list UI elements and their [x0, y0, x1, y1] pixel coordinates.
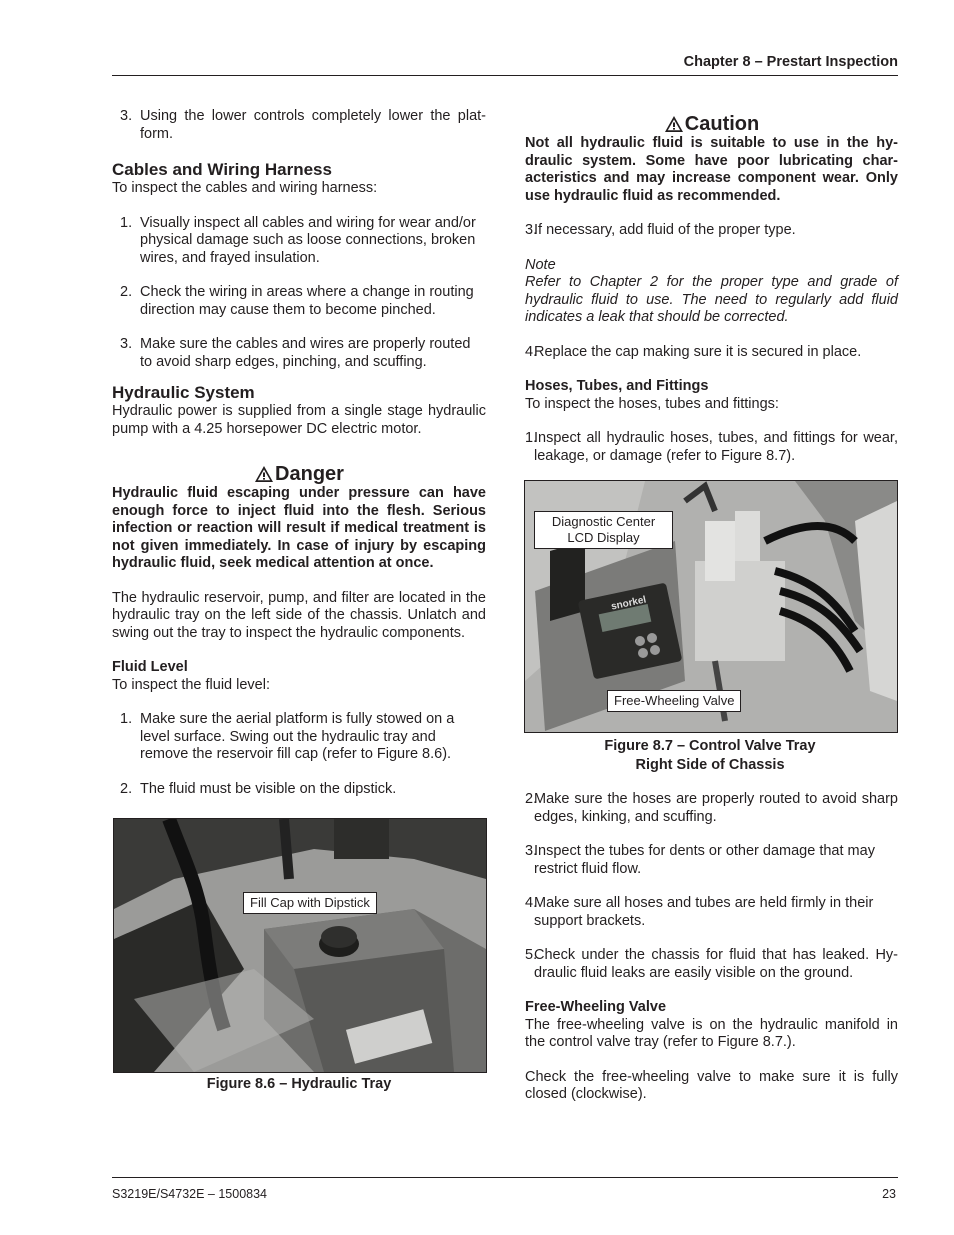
subsection-title-hoses: Hoses, Tubes, and Fittings [525, 378, 709, 394]
page-number: 23 [882, 1187, 896, 1201]
caution-body: Not all hydraulic fluid is suitable to use in the hy-draulic system. Some have poor lubricating char-acteristics and may increase component wear. Only use hydraulic fluid as recommended. [525, 135, 898, 204]
list-item: 4. Replace the cap making sure it is secured in place. [525, 343, 862, 360]
list-item: 3. If necessary, add fluid of the proper type. [525, 222, 796, 238]
subsection-title-free-wheeling: Free-Wheeling Valve [525, 999, 667, 1015]
right-column-lower [525, 791, 898, 1104]
list-item: 5. Check under the chassis for fluid that has leaked. Hy-draulic fluid leaks are easily visible on the ground. [525, 947, 898, 981]
list-item: 2. Check the wiring in areas where a change in routing direction may cause them to become pinched. [120, 284, 474, 318]
section-title-hydraulic: Hydraulic System [112, 383, 255, 402]
list-item: 1. Inspect all hydraulic hoses, tubes, and fittings for wear, leakage, or damage (refer to Figure 8.7). [525, 430, 898, 464]
danger-heading: Danger [112, 463, 486, 485]
list-item: 2. Make sure the hoses are properly routed to avoid sharp edges, kinking, and scuffing. [525, 791, 898, 825]
section-title-cables: Cables and Wiring Harness [112, 160, 332, 179]
callout-fill-cap: Fill Cap with Dipstick [243, 892, 377, 914]
header-rule [112, 75, 898, 76]
note-text: Refer to Chapter 2 for the proper type and grade of hydraulic fluid to use. The need to regularly add fluid indicates a leak that should be corrected. [525, 274, 898, 325]
figure-8-7-caption-line1: Figure 8.7 – Control Valve Tray [604, 738, 816, 754]
figure-8-7-caption-line2: Right Side of Chassis [635, 757, 785, 773]
warning-triangle-icon [254, 465, 274, 483]
left-column [112, 108, 486, 798]
reservoir-text: The hydraulic reservoir, pump, and filter are located in the hydraulic tray on the left side of the chassis. Unlatch and swing out the tray to inspect the hydraulic components. [112, 589, 486, 641]
document-number: S3219E/S4732E – 1500834 [112, 1187, 267, 1201]
list-item: 1. Visually inspect all cables and wiring for wear and/or physical damage such as loose connections, broken wires, and frayed insulation. [120, 214, 476, 266]
freewheel-p1: The free-wheeling valve is on the hydraulic manifold in the control valve tray (refer to Figure 8.7.). [525, 1016, 898, 1050]
list-item: 3. Make sure the cables and wires are properly routed to avoid sharp edges, pinching, and scuffing. [120, 336, 471, 370]
figure-hydraulic-tray-photo [113, 818, 487, 1073]
cables-intro: To inspect the cables and wiring harness: [112, 180, 378, 196]
caution-heading: Caution [525, 113, 898, 135]
footer-rule [112, 1177, 898, 1178]
snorkel-brand-label: snorkel [610, 594, 648, 613]
hydraulic-intro: Hydraulic power is supplied from a single stage hydraulic pump with a 4.25 horsepower DC electric motor. [112, 403, 486, 437]
freewheel-p2: Check the free-wheeling valve to make sure it is fully closed (clockwise). [525, 1068, 898, 1102]
note-label: Note [525, 256, 556, 273]
fluid-intro: To inspect the fluid level: [112, 676, 270, 693]
list-item: 3. Using the lower controls completely lower the plat-form. [120, 108, 486, 142]
list-item: 3. Inspect the tubes for dents or other damage that may restrict fluid flow. [525, 843, 875, 877]
figure-8-6-caption: Figure 8.6 – Hydraulic Tray [206, 1076, 392, 1092]
chapter-title: Chapter 8 – Prestart Inspection [683, 54, 898, 70]
subsection-title-fluid-level: Fluid Level [112, 659, 188, 675]
callout-diagnostic-center: Diagnostic Center LCD Display [534, 511, 673, 549]
list-item: 2. The fluid must be visible on the dipstick. [120, 780, 397, 797]
danger-body: Hydraulic fluid escaping under pressure can have enough force to inject fluid into the flesh. Serious infection or reaction will result if medical treatment is not given immediately. In case of injury by escaping hydraulic fluid, seek medical attention at once. [112, 485, 486, 571]
warning-triangle-icon [664, 115, 684, 133]
list-item: 4. Make sure all hoses and tubes are held firmly in their support brackets. [525, 895, 874, 929]
figure-control-valve-photo [524, 480, 898, 733]
list-item: 1. Make sure the aerial platform is fully stowed on a level surface. Swing out the hydraulic tray and remove the reservoir fill cap (refer to Figure 8.6). [120, 711, 455, 762]
hoses-intro: To inspect the hoses, tubes and fittings: [525, 395, 779, 412]
hydraulic-tray-illustration [114, 819, 486, 1072]
callout-free-wheeling-valve: Free-Wheeling Valve [607, 690, 741, 712]
right-column [525, 113, 898, 465]
